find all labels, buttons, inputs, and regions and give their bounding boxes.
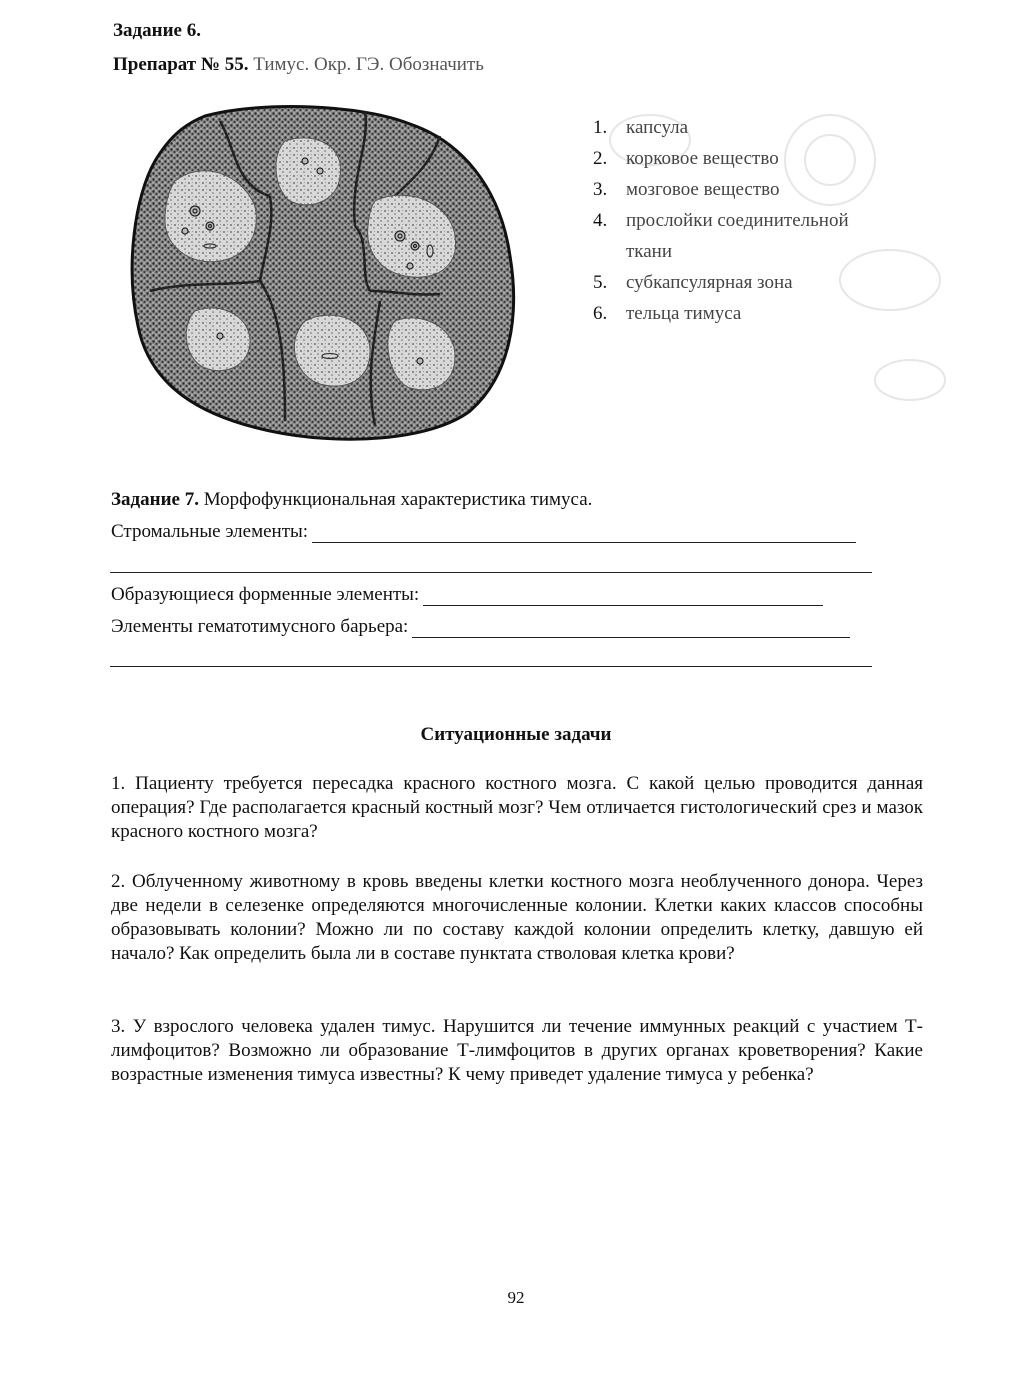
legend-label: ткани bbox=[626, 241, 673, 262]
stromal-elements-row bbox=[111, 521, 856, 543]
legend-item bbox=[593, 112, 849, 143]
diagram-legend bbox=[593, 112, 849, 329]
barrier-elements-row bbox=[111, 616, 850, 638]
legend-number: 4. bbox=[593, 210, 608, 231]
formed-elements-field[interactable] bbox=[423, 587, 823, 606]
legend-number: 6. bbox=[593, 303, 608, 324]
formed-elements-row bbox=[111, 584, 823, 606]
specimen-number: Препарат № 55. bbox=[113, 54, 249, 75]
legend-number: 2. bbox=[593, 148, 608, 169]
page-number: 92 bbox=[507, 1288, 525, 1307]
legend-number: 3. bbox=[593, 179, 608, 200]
thymus-section-diagram bbox=[110, 76, 610, 456]
legend-number: 5. bbox=[593, 272, 608, 293]
legend-label: субкапсулярная зона bbox=[626, 272, 793, 293]
task6-title: Задание 6. bbox=[113, 20, 201, 41]
legend-number: 1. bbox=[593, 117, 608, 138]
specimen-line bbox=[113, 54, 484, 76]
task7-description: Морфофункциональная характеристика тимуса. bbox=[203, 489, 593, 510]
barrier-elements-field-continuation[interactable] bbox=[110, 666, 872, 667]
situational-task-2: 2. Облученному животному в кровь введены клетки костного мозга необлученного донора. Через две недели в селезенке определяются многочисленные колонии. Клетки каких классов способны образовывать колонии? Можно ли по составу каждой колонии определить клетку, давшую ей начало? Как определить была ли в составе пунктата стволовая клетка крови? bbox=[111, 871, 923, 964]
stromal-elements-label: Стромальные элементы: bbox=[111, 521, 309, 542]
barrier-elements-label: Элементы гематотимусного барьера: bbox=[111, 616, 409, 637]
situational-tasks-heading: Ситуационные задачи bbox=[420, 724, 612, 745]
legend-item bbox=[593, 174, 849, 205]
task7-label: Задание 7. bbox=[111, 489, 199, 510]
legend-label: прослойки соединительной bbox=[626, 210, 849, 231]
specimen-description: Тимус. Окр. ГЭ. Обозначить bbox=[253, 54, 484, 75]
legend-item bbox=[593, 205, 849, 236]
formed-elements-label: Образующиеся форменные элементы: bbox=[111, 584, 420, 605]
legend-item bbox=[593, 267, 849, 298]
legend-label: тельца тимуса bbox=[626, 303, 742, 324]
situational-task-3: 3. У взрослого человека удален тимус. Нарушится ли течение иммунных реакций с участием Т-лимфоцитов? Возможно ли образование Т-лимфоцитов в других органах кроветворения? Какие возрастные изменения тимуса известны? К чему приведет удаление тимуса у ребенка? bbox=[111, 1016, 923, 1085]
task7-title bbox=[111, 489, 592, 511]
stromal-elements-field-continuation[interactable] bbox=[110, 572, 872, 573]
legend-item bbox=[593, 143, 849, 174]
legend-label: капсула bbox=[626, 117, 689, 138]
situational-task-1: 1. Пациенту требуется пересадка красного костного мозга. С какой целью проводится данная операция? Где располагается красный костный мозг? Чем отличается гистологический срез и мазок красного костного мозга? bbox=[111, 773, 923, 842]
legend-label: корковое вещество bbox=[626, 148, 779, 169]
legend-item bbox=[593, 298, 849, 329]
legend-label: мозговое вещество bbox=[626, 179, 780, 200]
stromal-elements-field[interactable] bbox=[312, 524, 856, 543]
barrier-elements-field[interactable] bbox=[412, 619, 850, 638]
legend-item-continuation bbox=[593, 236, 849, 267]
